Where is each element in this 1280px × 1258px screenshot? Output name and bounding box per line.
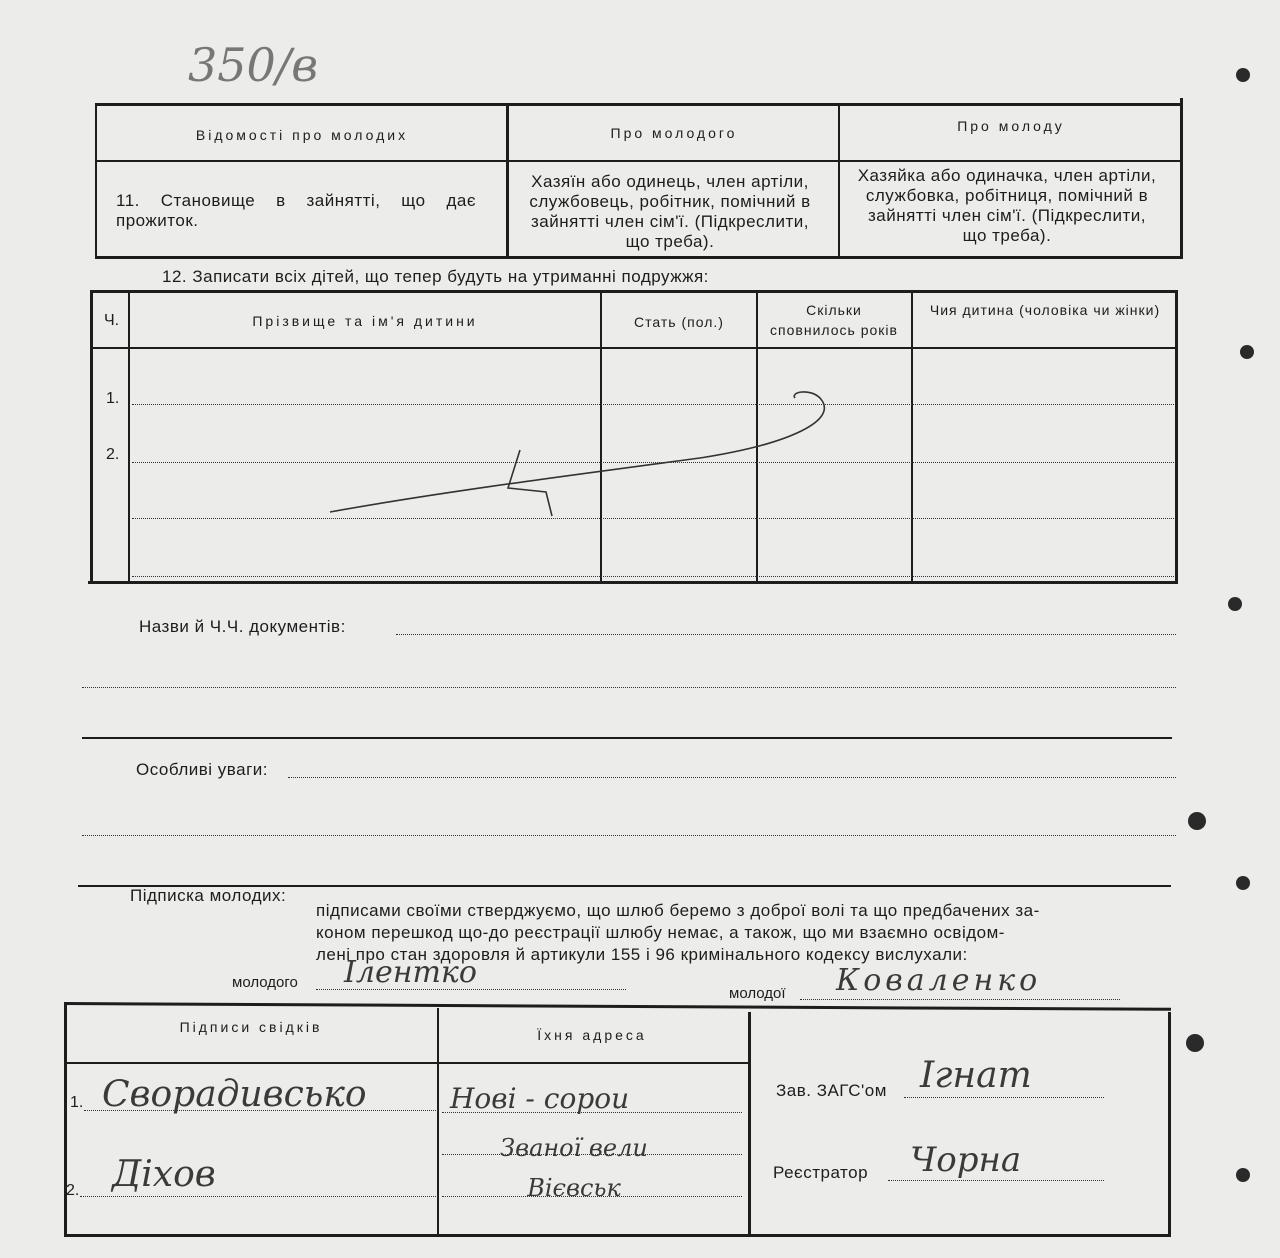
section12-title: 12. Записати всіх дітей, що тепер будуть на утриманні подружжя: [162,267,709,286]
witness-1-signature: Сворадивсько [102,1074,367,1115]
header-witness-address: Їхня адреса [537,1027,647,1043]
witness-1-address: Нові - сорои [450,1082,630,1115]
header-child-name: Прізвище та ім'я дитини [252,313,478,329]
witness-2-address: Званої вели Вієвськ [500,1134,648,1202]
witness-2-num: 2. [66,1182,80,1199]
pledge-label: Підписка молодих: [130,886,287,905]
documents-label: Назви й Ч.Ч. документів: [139,617,346,636]
row11-label: 11. Становище в зайнятті, що дає прожиток. [116,191,476,230]
witness-2-signature: Діхов [112,1154,216,1195]
witness-1-num: 1. [70,1094,84,1111]
child-row-1-num: 1. [106,390,120,407]
punch-hole [1236,68,1250,82]
header-sex: Стать (пол.) [634,314,724,330]
groom-signature: Ілентко [344,955,477,990]
groom-signature-label: молодого [232,974,298,991]
row11-groom: Хазяїн або одинець, член артіли, службовець, робітник, помічний в зайнятті член сім'ї. (Підкреслити, що треба). [529,172,811,251]
header-info: Відомості про молодих [195,127,409,143]
archive-number: 350/в [188,38,319,92]
special-notes-label: Особливі уваги: [136,760,269,779]
row11-bride: Хазяйка або одиначка, член артіли, службовка, робітниця, помічний в зайнятті член сім'ї. (Підкреслити, що треба). [857,166,1157,245]
punch-hole [1188,812,1206,830]
header-bride: Про молоду [957,118,1065,134]
pledge-text-1: підписами своїми стверджуємо, що шлюб беремо з доброї волі та що предбачених за- [316,901,1040,920]
header-whose: Чия дитина (чоловіка чи жінки) [929,302,1161,318]
pledge-text-3: лені про стан здоровля й артикули 155 і 96 кримінального кодексу вислухали: [316,945,968,964]
head-label: Зав. ЗАГС'ом [776,1081,887,1100]
header-groom: Про молодого [610,125,738,141]
punch-hole [1228,597,1242,611]
bride-signature: Коваленко [836,963,1042,998]
strike-scribble [320,380,840,520]
header-num: Ч. [104,312,120,329]
child-row-2-num: 2. [106,446,120,463]
registrar-signature: Чорна [910,1140,1022,1180]
punch-hole [1240,345,1254,359]
head-signature: Ігнат [920,1055,1032,1096]
header-witness-signatures: Підписи свідків [179,1019,323,1035]
header-age: Скільки сповнилось років [770,302,898,338]
punch-hole [1186,1034,1204,1052]
punch-hole [1236,876,1250,890]
pledge-text-2: коном перешкод що-до реєстрації шлюбу немає, а також, що ми взаємно освідом- [316,923,1005,942]
bride-signature-label: молодої [729,985,786,1002]
registrar-label: Реєстратор [773,1163,869,1182]
punch-hole [1236,1168,1250,1182]
